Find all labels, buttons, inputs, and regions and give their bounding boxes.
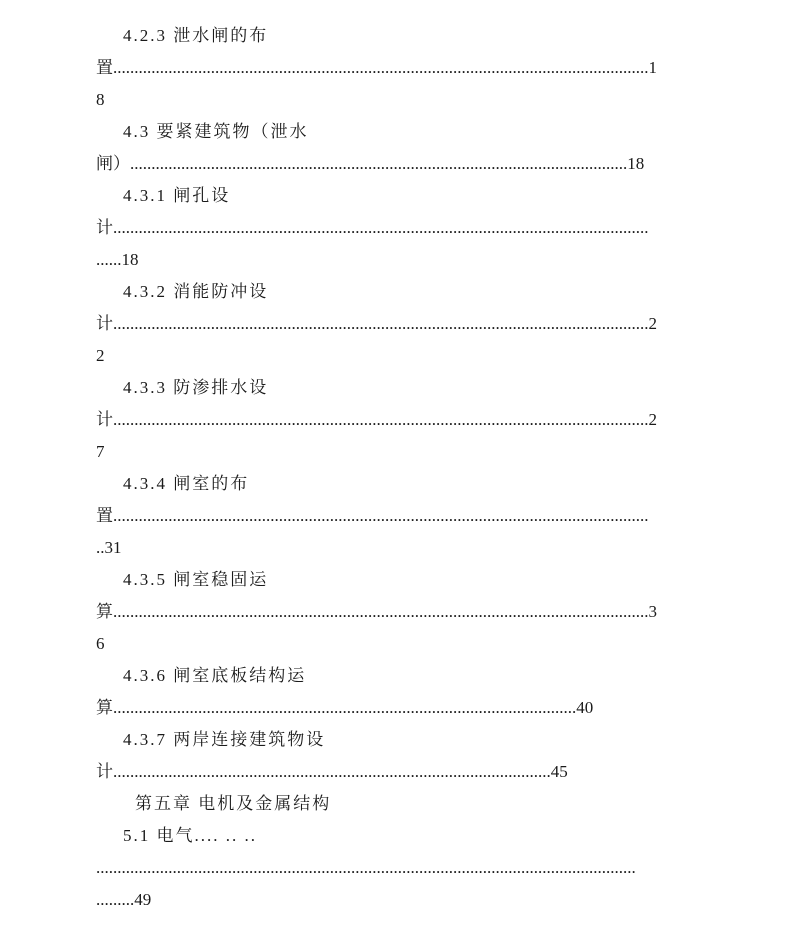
toc-heading-4-3: 4.3 要紧建筑物（泄水 — [123, 122, 309, 141]
toc-chapter-5-title: 第五章 电机及金属结构 — [135, 794, 332, 813]
toc-heading-4-3-1: 4.3.1 闸孔设 — [123, 186, 231, 205]
toc-heading-4-3-7: 4.3.7 两岸连接建筑物设 — [123, 730, 326, 749]
toc-heading-4-3-6: 4.3.6 闸室底板结构运 — [123, 666, 307, 685]
toc-heading-4-3-3: 4.3.3 防渗排水设 — [123, 378, 269, 397]
toc-page-number-4-3-5: 6 — [96, 634, 105, 653]
toc-leader-4-3-2: 计..............................................................................................................................2 — [96, 314, 657, 333]
toc-leader-5-1: ............................................................................................................................... — [96, 858, 636, 877]
toc-leader-4-2-3: 置..............................................................................................................................1 — [96, 58, 657, 77]
toc-page-number-4-3-1: ......18 — [96, 250, 139, 269]
toc-leader-4-3-3: 计..............................................................................................................................2 — [96, 410, 657, 429]
toc-page-number-4-3-3: 7 — [96, 442, 105, 461]
toc-leader-4-3-7: 计.......................................................................................................45 — [96, 762, 568, 781]
toc-heading-4-3-4: 4.3.4 闸室的布 — [123, 474, 250, 493]
toc-heading-5-1: 5.1 电气.... .. .. — [123, 826, 257, 845]
toc-page-number-4-3-2: 2 — [96, 346, 105, 365]
toc-heading-4-2-3: 4.2.3 泄水闸的布 — [123, 26, 269, 45]
toc-leader-4-3-5: 算..............................................................................................................................3 — [96, 602, 657, 621]
toc-heading-4-3-5: 4.3.5 闸室稳固运 — [123, 570, 269, 589]
toc-leader-4-3-4: 置.............................................................................................................................. — [96, 506, 649, 525]
toc-leader-4-3: 闸）.....................................................................................................................18 — [96, 154, 645, 173]
toc-page-number-4-3-4: ..31 — [96, 538, 122, 557]
toc-leader-4-3-1: 计.............................................................................................................................. — [96, 218, 649, 237]
toc-page-number-5-1: .........49 — [96, 890, 152, 909]
toc-page-number-4-2-3: 8 — [96, 90, 105, 109]
toc-leader-4-3-6: 算.............................................................................................................40 — [96, 698, 594, 717]
toc-heading-4-3-2: 4.3.2 消能防冲设 — [123, 282, 269, 301]
